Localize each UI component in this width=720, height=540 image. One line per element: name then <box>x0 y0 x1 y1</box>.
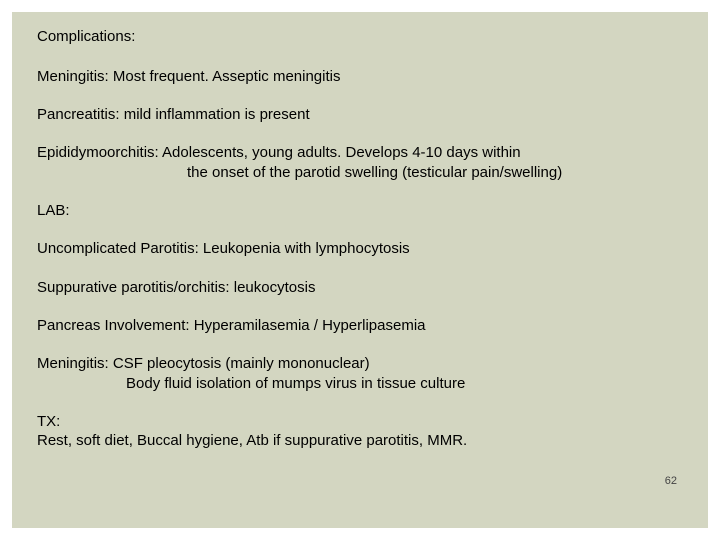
text-epididymoorchitis-continued: the onset of the parotid swelling (testicular pain/swelling) <box>187 164 563 181</box>
text-meningitis-lab-continued: Body fluid isolation of mumps virus in tissue culture <box>126 375 466 392</box>
heading-complications: Complications: <box>37 28 136 45</box>
text-pancreas-involvement: Pancreas Involvement: Hyperamilasemia / Hyperlipasemia <box>37 317 426 334</box>
text-treatment: Rest, soft diet, Buccal hygiene, Atb if suppurative parotitis, MMR. <box>37 432 468 449</box>
slide <box>12 12 708 528</box>
text-pancreatitis: Pancreatitis: mild inflammation is present <box>37 106 310 123</box>
heading-lab: LAB: <box>37 202 70 219</box>
text-uncomplicated-parotitis: Uncomplicated Parotitis: Leukopenia with lymphocytosis <box>37 240 410 257</box>
text-suppurative-parotitis: Suppurative parotitis/orchitis: leukocytosis <box>37 279 316 296</box>
text-meningitis-lab: Meningitis: CSF pleocytosis (mainly mononuclear) <box>37 355 370 372</box>
page-number: 62 <box>664 475 677 487</box>
text-epididymoorchitis: Epididymoorchitis: Adolescents, young adults. Develops 4-10 days within <box>37 144 521 161</box>
heading-tx: TX: <box>37 413 61 430</box>
text-meningitis: Meningitis: Most frequent. Asseptic meningitis <box>37 68 341 85</box>
